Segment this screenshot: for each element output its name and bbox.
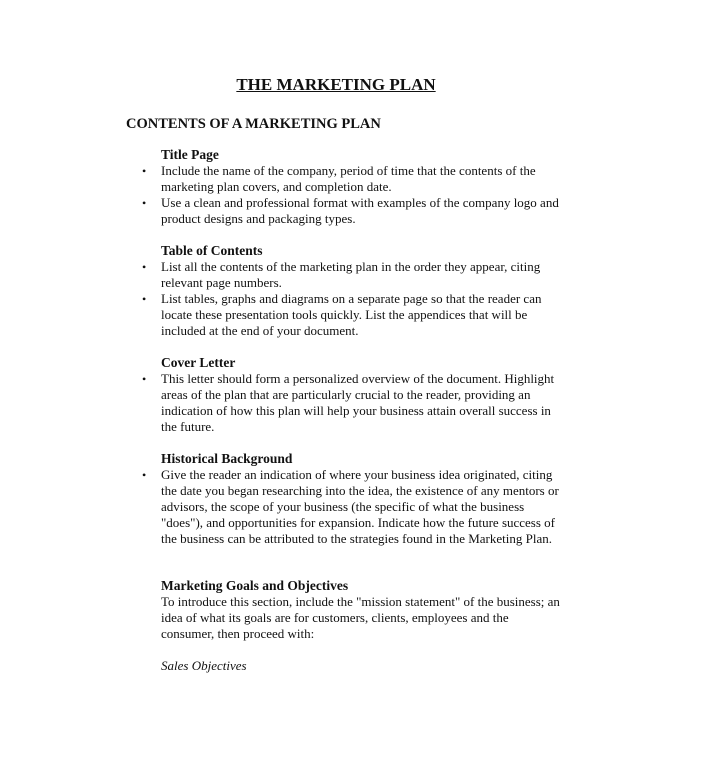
list-item xyxy=(142,467,561,547)
bullet-list xyxy=(142,259,561,339)
bullet-icon: • xyxy=(142,260,147,274)
section-paragraph: To introduce this section, include the "mission statement" of the business; an idea of what its goals are for customers, clients, employees and the consumer, then proceed with: xyxy=(161,594,560,641)
spacer xyxy=(161,642,561,658)
section-heading: Marketing Goals and Objectives xyxy=(161,578,349,593)
section-marketing-goals xyxy=(161,578,561,674)
document-body xyxy=(142,147,561,674)
contents-heading: CONTENTS OF A MARKETING PLAN xyxy=(126,116,381,132)
bullet-icon: • xyxy=(142,196,147,210)
list-item xyxy=(142,371,561,435)
spacer xyxy=(161,547,561,578)
section-heading: Cover Letter xyxy=(161,355,236,370)
section-table-of-contents xyxy=(142,243,561,339)
section-heading: Table of Contents xyxy=(161,243,263,258)
spacer xyxy=(161,227,561,243)
bullet-icon: • xyxy=(142,292,147,306)
section-heading: Title Page xyxy=(161,147,219,162)
list-item-text: Include the name of the company, period of time that the contents of the marketing plan covers, and completion date. xyxy=(161,163,536,194)
list-item xyxy=(142,195,561,227)
list-item-text: Use a clean and professional format with examples of the company logo and product designs and packaging types. xyxy=(161,195,559,226)
section-title-page xyxy=(142,147,561,227)
bullet-list xyxy=(142,371,561,435)
bullet-icon: • xyxy=(142,164,147,178)
sub-heading-sales-objectives: Sales Objectives xyxy=(161,658,247,673)
section-historical-background xyxy=(142,451,561,547)
spacer xyxy=(161,339,561,355)
spacer xyxy=(161,435,561,451)
list-item xyxy=(142,291,561,339)
bullet-list xyxy=(142,163,561,227)
bullet-icon: • xyxy=(142,468,147,482)
list-item-text: Give the reader an indication of where your business idea originated, citing the date you began researching into the idea, the existence of any mentors or advisors, the scope of your business (the specific of what the business "does"), and opportunities for expansion. Indicate how the future success of the business can be attributed to the strategies found in the Marketing Plan. xyxy=(161,467,559,546)
page-title: THE MARKETING PLAN xyxy=(236,75,436,94)
list-item-text: This letter should form a personalized overview of the document. Highlight areas of the plan that are particularly crucial to the reader, providing an indication of how this plan will help your business attain overall success in the future. xyxy=(161,371,555,434)
section-cover-letter xyxy=(142,355,561,435)
section-heading: Historical Background xyxy=(161,451,293,466)
list-item xyxy=(142,259,561,291)
list-item xyxy=(142,163,561,195)
list-item-text: List all the contents of the marketing plan in the order they appear, citing relevant page numbers. xyxy=(161,259,541,290)
bullet-icon: • xyxy=(142,372,147,386)
bullet-list xyxy=(142,467,561,547)
list-item-text: List tables, graphs and diagrams on a separate page so that the reader can locate these presentation tools quickly. List the appendices that will be included at the end of your document. xyxy=(161,291,542,338)
